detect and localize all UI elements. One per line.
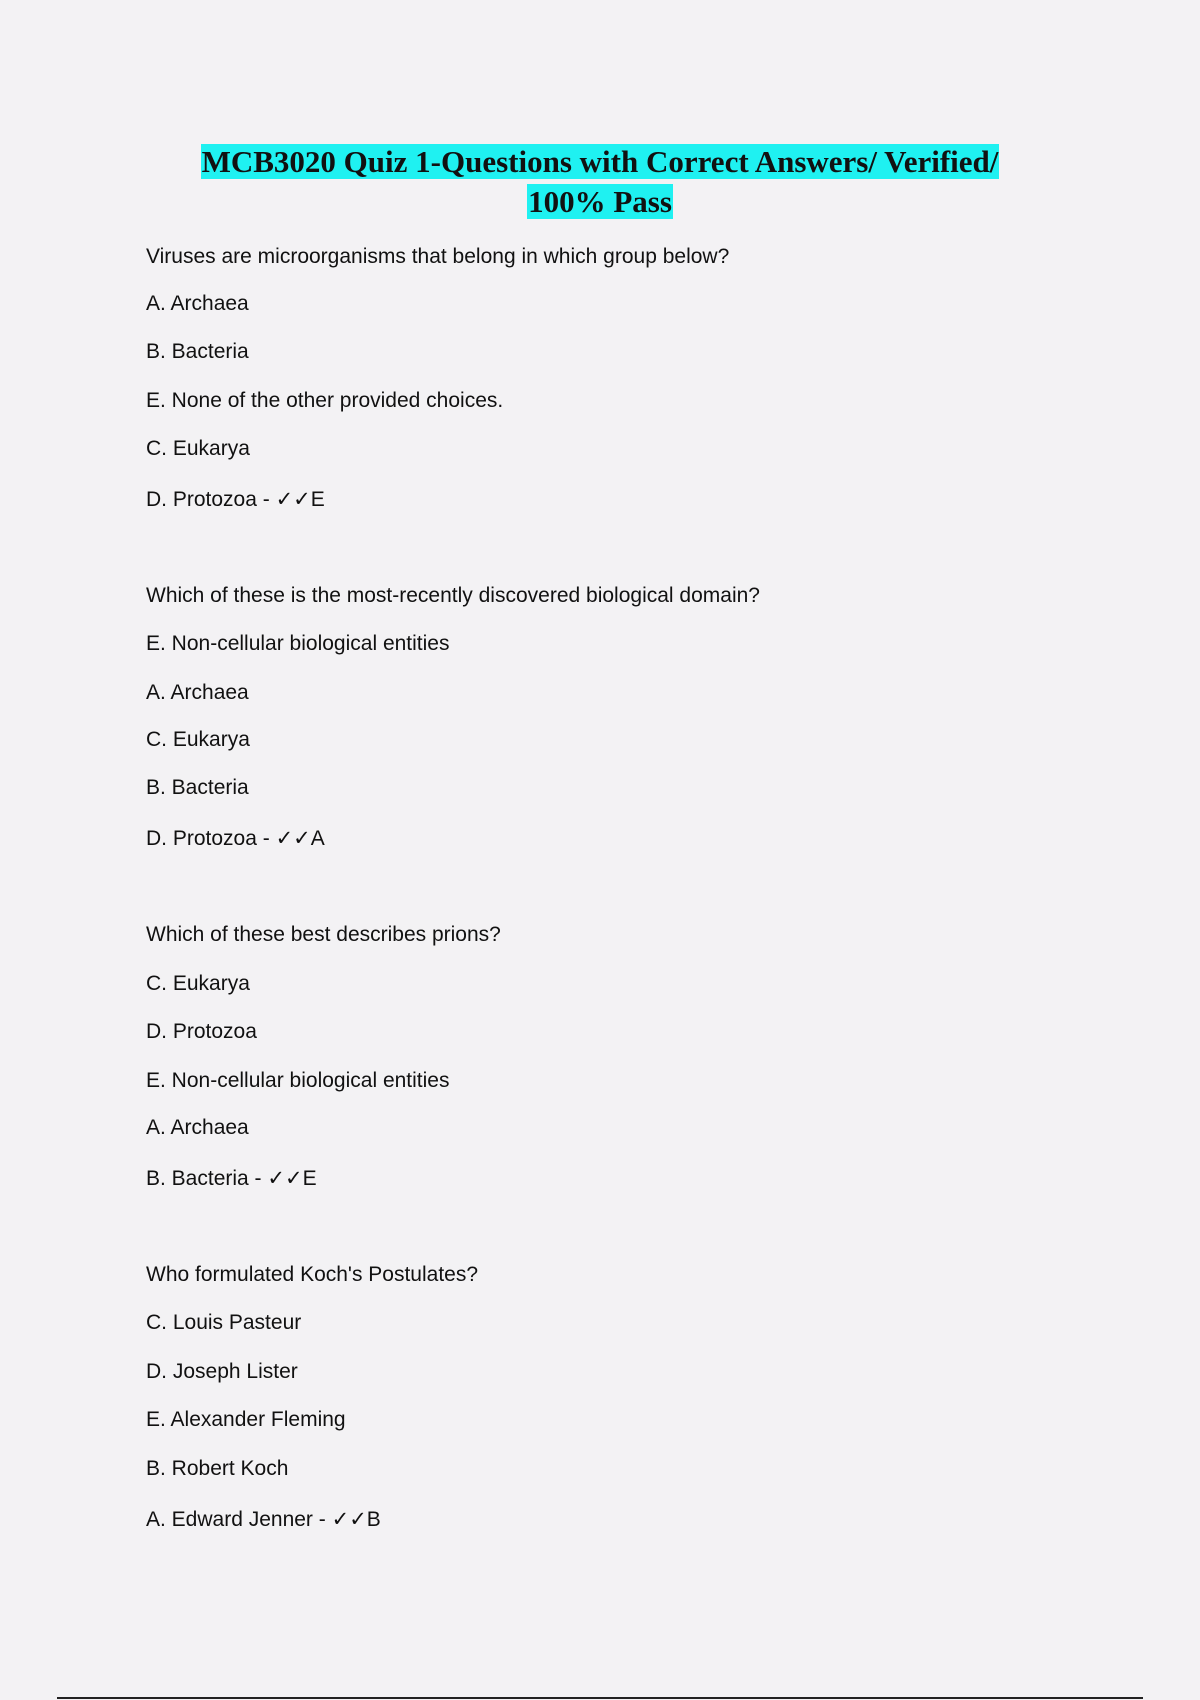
- answer-option: C. Louis Pasteur: [146, 1311, 302, 1334]
- answer-option-with-key: [146, 1165, 317, 1192]
- correct-answer: B: [366, 1508, 381, 1531]
- correct-answer: E: [302, 1167, 317, 1190]
- title-line-1: MCB3020 Quiz 1-Questions with Correct Answers/ Verified/: [201, 144, 999, 179]
- answer-option: B. Robert Koch: [146, 1457, 289, 1480]
- question-text: Who formulated Koch's Postulates?: [146, 1263, 479, 1286]
- answer-option: C. Eukarya: [146, 972, 250, 995]
- correct-answer: A: [310, 827, 325, 850]
- answer-option: D. Protozoa: [146, 1020, 257, 1043]
- document-title: [0, 142, 1200, 222]
- answer-option-with-key: [146, 486, 325, 513]
- answer-option-label: A. Edward Jenner -: [146, 1508, 332, 1531]
- question-text: Viruses are microorganisms that belong in which group below?: [146, 245, 730, 268]
- checkmark-icon: ✓✓: [275, 487, 311, 511]
- answer-option: E. Alexander Fleming: [146, 1408, 346, 1431]
- answer-option-label: D. Protozoa -: [146, 827, 276, 850]
- answer-option: C. Eukarya: [146, 728, 250, 751]
- answer-option: B. Bacteria: [146, 340, 249, 363]
- answer-option-label: D. Protozoa -: [146, 488, 276, 511]
- answer-option: A. Archaea: [146, 292, 249, 315]
- checkmark-icon: ✓✓: [267, 1166, 303, 1190]
- checkmark-icon: ✓✓: [275, 826, 311, 850]
- question-text: Which of these best describes prions?: [146, 923, 501, 946]
- answer-option: E. Non-cellular biological entities: [146, 1069, 450, 1092]
- answer-option: A. Archaea: [146, 1116, 249, 1139]
- answer-option: E. Non-cellular biological entities: [146, 632, 450, 655]
- question-text: Which of these is the most-recently discovered biological domain?: [146, 584, 760, 607]
- answer-option: D. Joseph Lister: [146, 1360, 298, 1383]
- answer-option-with-key: [146, 1506, 381, 1533]
- answer-option: C. Eukarya: [146, 437, 250, 460]
- checkmark-icon: ✓✓: [331, 1507, 367, 1531]
- answer-option-with-key: [146, 825, 325, 852]
- answer-option: E. None of the other provided choices.: [146, 389, 504, 412]
- answer-option: A. Archaea: [146, 681, 249, 704]
- correct-answer: E: [310, 488, 325, 511]
- answer-option: B. Bacteria: [146, 776, 249, 799]
- title-line-2: 100% Pass: [528, 184, 672, 219]
- answer-option-label: B. Bacteria -: [146, 1167, 268, 1190]
- footer-divider: [57, 1697, 1143, 1699]
